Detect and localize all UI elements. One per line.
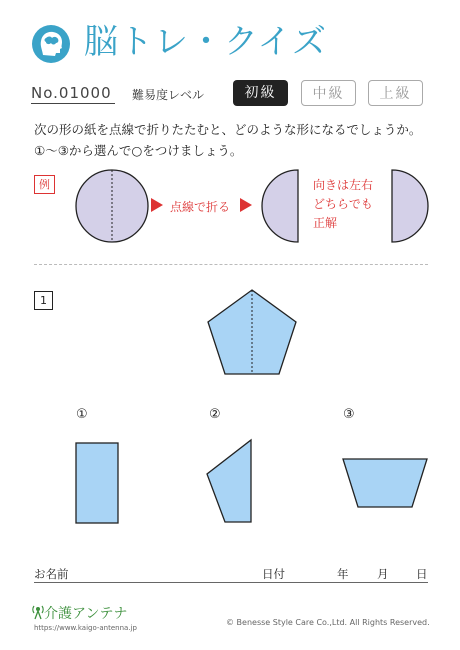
right-triangle-arrow-icon bbox=[151, 198, 163, 212]
brain-head-icon bbox=[31, 24, 71, 64]
option-3-trapezoid-shape[interactable] bbox=[340, 456, 430, 510]
instruction-line: 次の形の紙を点線で折りたたむと、どのような形になるでしょうか。 bbox=[34, 122, 422, 137]
difficulty-label: 難易度レベル bbox=[132, 88, 205, 102]
level-badge-beginner: 初級 bbox=[233, 80, 288, 106]
example-answer-right-half bbox=[390, 168, 430, 244]
note-line: どちらでも bbox=[313, 197, 373, 211]
name-label: お名前 bbox=[34, 567, 69, 581]
note-line: 正解 bbox=[313, 216, 338, 230]
level-badge-advanced: 上級 bbox=[368, 80, 423, 106]
level-badge-intermediate: 中級 bbox=[301, 80, 356, 106]
example-tag: 例 bbox=[34, 175, 55, 194]
quiz-number: No.01000 bbox=[31, 84, 112, 102]
number-underline bbox=[31, 103, 115, 104]
logo-url[interactable]: https://www.kaigo-antenna.jp bbox=[34, 624, 137, 632]
example-answer-left-half bbox=[260, 168, 300, 244]
month-label: 月 bbox=[377, 567, 389, 581]
name-date-line bbox=[34, 582, 428, 583]
question-number: 1 bbox=[34, 291, 53, 310]
page-title: 脳トレ・クイズ bbox=[84, 22, 327, 62]
copyright: © Benesse Style Care Co.,Ltd. All Rights Reserved. bbox=[226, 618, 430, 627]
fold-instruction-label: 点線で折る bbox=[170, 200, 231, 214]
example-note bbox=[313, 176, 373, 233]
option-2-trapezoid-shape[interactable] bbox=[205, 438, 255, 526]
option-1-rectangle-shape[interactable] bbox=[74, 441, 120, 525]
example-circle-shape bbox=[74, 168, 150, 244]
instruction-line: ①～③から選んで○をつけましょう。 bbox=[34, 143, 243, 158]
antenna-icon bbox=[31, 604, 45, 620]
date-label: 日付 bbox=[262, 567, 285, 581]
logo-text: 介護アンテナ bbox=[44, 606, 128, 622]
year-label: 年 bbox=[337, 567, 349, 581]
section-divider bbox=[34, 264, 428, 265]
question-pentagon-shape bbox=[205, 288, 299, 378]
note-line: 向きは左右 bbox=[313, 178, 374, 192]
right-triangle-arrow-icon bbox=[240, 198, 252, 212]
instructions bbox=[34, 119, 434, 161]
option-label-2: ② bbox=[209, 407, 221, 422]
option-label-1: ① bbox=[76, 407, 88, 422]
day-label: 日 bbox=[416, 567, 428, 581]
option-label-3: ③ bbox=[343, 407, 355, 422]
